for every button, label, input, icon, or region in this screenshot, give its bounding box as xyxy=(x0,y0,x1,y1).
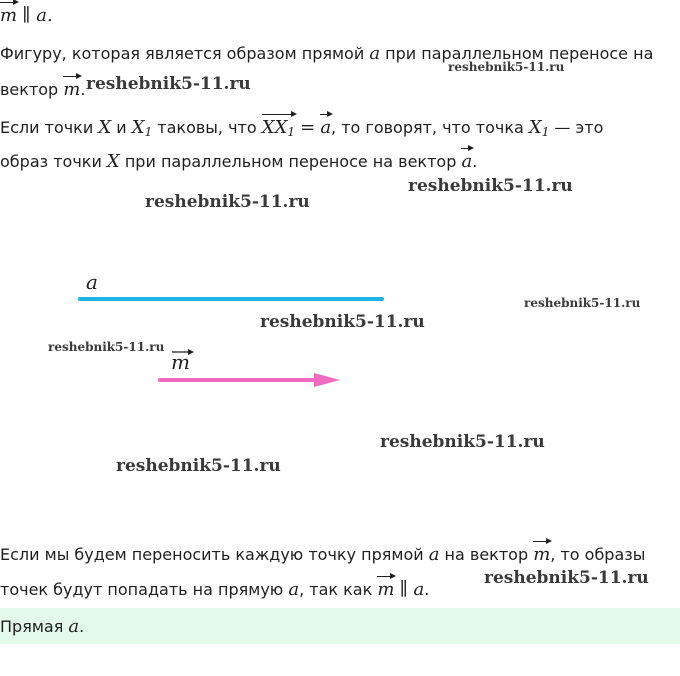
watermark: reshebnik5-11.ru xyxy=(260,312,425,332)
text-line-6: Если мы будем переносить каждую точку прямой a на вектор m, то образы xyxy=(0,544,646,565)
watermark: reshebnik5-11.ru xyxy=(484,568,649,588)
text-line-7: точек будут попадать на прямую a, так как m ∥ a. xyxy=(0,579,430,600)
text-line-3: вектор m. xyxy=(0,79,86,100)
text-line-4: Если точки X и $X_1$ таковы, что $XX_1 = a$, то говорят, что точка $X_1$ — это xyxy=(0,116,603,144)
text-line-1 xyxy=(0,4,53,28)
vector-m-arrowhead xyxy=(314,373,340,387)
answer-box xyxy=(0,608,680,644)
figure-label-m: m xyxy=(171,350,190,374)
watermark: reshebnik5-11.ru xyxy=(116,456,281,476)
text-line-2: Фигуру, которая является образом прямой a при параллельном переносе на xyxy=(0,43,654,64)
answer-text: Прямая a. xyxy=(0,616,85,637)
watermark: reshebnik5-11.ru xyxy=(86,74,251,94)
watermark: reshebnik5-11.ru xyxy=(145,192,310,212)
watermark: reshebnik5-11.ru xyxy=(408,176,573,196)
watermark: reshebnik5-11.ru xyxy=(524,296,641,310)
parallel-a: ∥ a. xyxy=(22,5,53,26)
vector-m: m xyxy=(0,5,18,26)
figure xyxy=(0,262,680,462)
text-line-5: образ точки X при параллельном переносе на вектор a. xyxy=(0,151,478,172)
watermark: reshebnik5-11.ru xyxy=(380,432,545,452)
figure-label-a: a xyxy=(86,270,98,294)
watermark: reshebnik5-11.ru xyxy=(48,340,165,354)
watermark: reshebnik5-11.ru xyxy=(448,60,565,74)
